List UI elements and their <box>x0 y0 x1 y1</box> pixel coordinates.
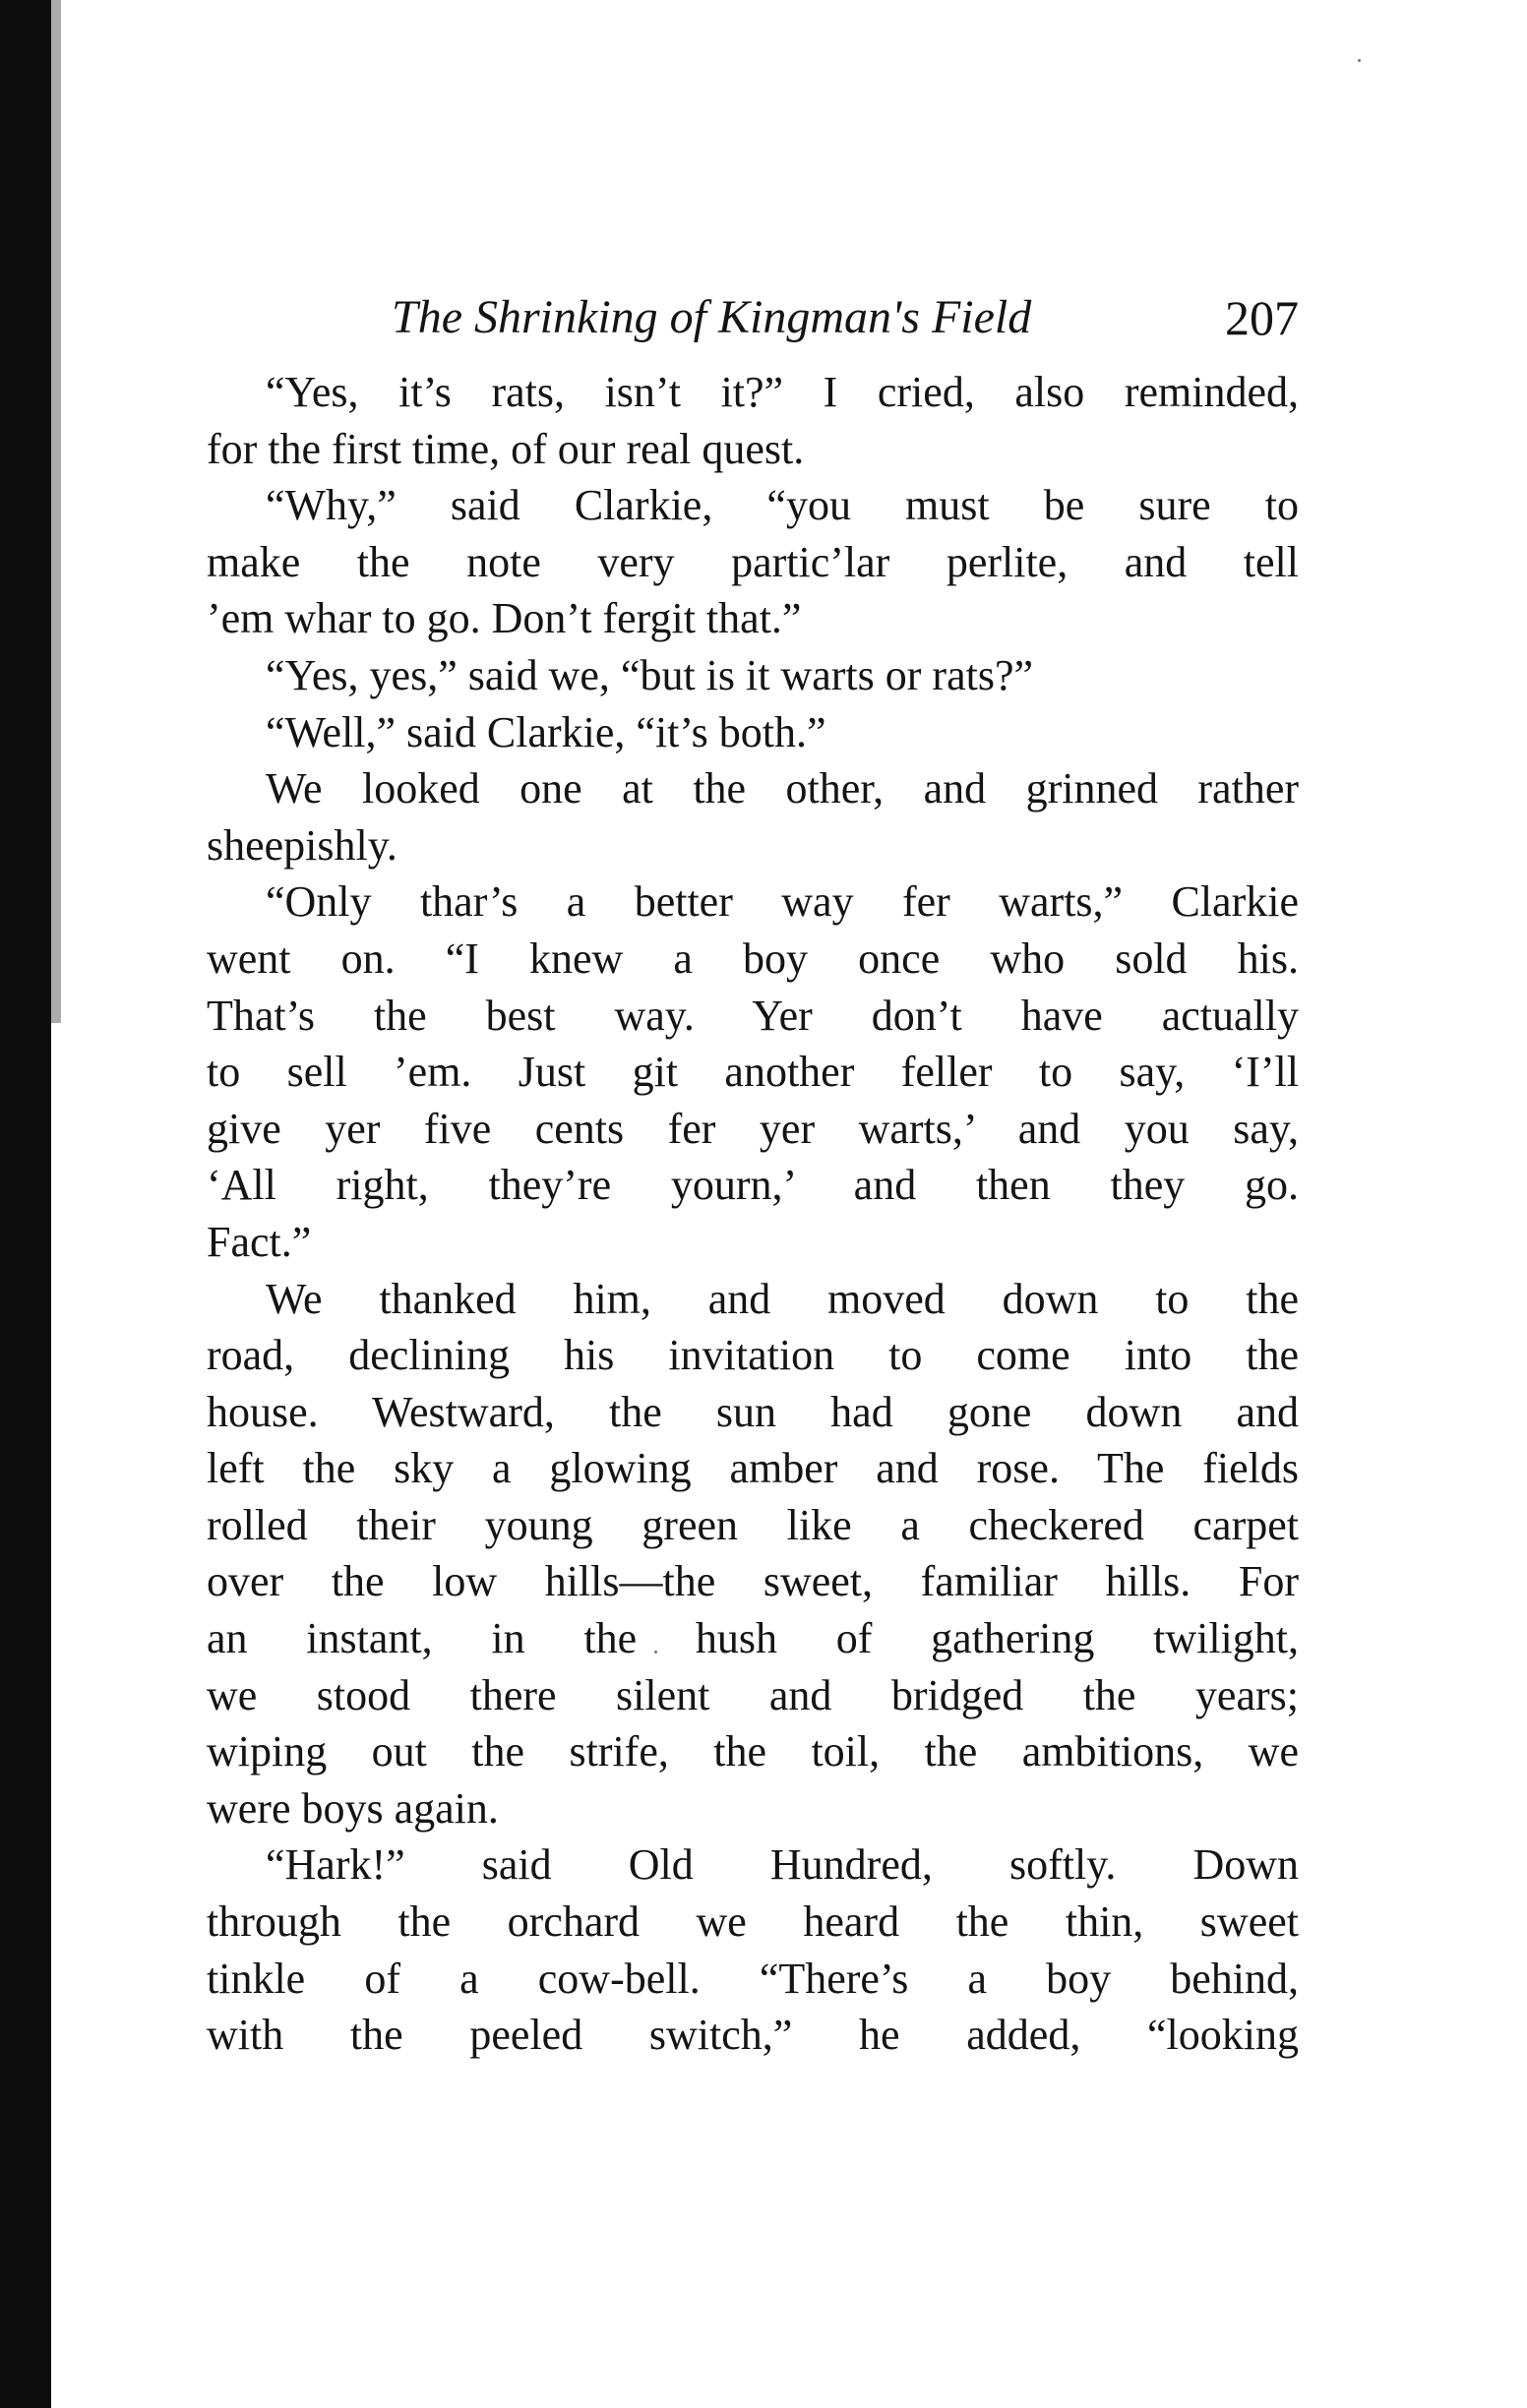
binding-edge-shadow <box>51 0 61 1023</box>
paragraph <box>207 760 1299 873</box>
text-line: We thanked him, and moved down to the <box>266 1274 1299 1323</box>
text-line: over the low hills—the sweet, familiar hills. For <box>207 1557 1299 1606</box>
paragraph <box>207 1836 1299 2063</box>
text-line: That’s the best way. Yer don’t have actually <box>207 991 1299 1040</box>
text-line: road, declining his invitation to come into the <box>207 1331 1299 1380</box>
text-line: were boys again. <box>207 1783 499 1833</box>
running-header <box>207 283 1299 352</box>
text-line: sheepishly. <box>207 820 397 870</box>
text-line: ’em whar to go. Don’t fergit that.” <box>207 594 802 643</box>
text-line: give yer five cents fer yer warts,’ and you say, <box>207 1104 1299 1153</box>
paragraph <box>207 647 1299 704</box>
page-body <box>207 364 1299 2064</box>
text-line: for the first time, of our real quest. <box>207 424 805 473</box>
paragraph <box>207 364 1299 477</box>
paragraph <box>207 873 1299 1270</box>
text-line: “Well,” said Clarkie, “it’s both.” <box>266 707 826 756</box>
text-line: tinkle of a cow-bell. “There’s a boy behind, <box>207 1954 1299 2003</box>
scan-speck <box>1358 59 1361 62</box>
text-line: through the orchard we heard the thin, sweet <box>207 1897 1299 1947</box>
text-line: ‘All right, they’re yourn,’ and then they go. <box>207 1161 1299 1210</box>
text-line: “Only thar’s a better way fer warts,” Clarkie <box>266 877 1299 927</box>
text-line: make the note very partic’lar perlite, and tell <box>207 537 1299 586</box>
text-line: Fact.” <box>207 1217 312 1266</box>
text-line: we stood there silent and bridged the years; <box>207 1670 1299 1719</box>
text-line: to sell ’em. Just git another feller to say, ‘I’ll <box>207 1048 1299 1097</box>
paragraph <box>207 477 1299 647</box>
page-number: 207 <box>1225 290 1299 345</box>
binding-edge <box>0 0 51 2408</box>
text-line: rolled their young green like a checkered carpet <box>207 1500 1299 1549</box>
text-line: “Why,” said Clarkie, “you must be sure to <box>266 481 1299 530</box>
paragraph <box>207 704 1299 761</box>
text-line: “Yes, it’s rats, isn’t it?” I cried, also reminded, <box>266 368 1299 416</box>
text-line: “Hark!” said Old Hundred, softly. Down <box>266 1840 1299 1890</box>
text-line: wiping out the strife, the toil, the ambitions, we <box>207 1727 1299 1776</box>
running-title: The Shrinking of Kingman's Field <box>392 291 1032 343</box>
text-line: left the sky a glowing amber and rose. The fields <box>207 1444 1299 1493</box>
text-line: We looked one at the other, and grinned rather <box>266 764 1299 813</box>
text-line: house. Westward, the sun had gone down and <box>207 1387 1299 1436</box>
text-line: “Yes, yes,” said we, “but is it warts or rats?” <box>266 650 1034 699</box>
text-line: went on. “I knew a boy once who sold his. <box>207 933 1299 983</box>
text-line: an instant, in the hush of gathering twilight, <box>207 1614 1299 1663</box>
paragraph <box>207 1271 1299 1837</box>
text-line: with the peeled switch,” he added, “looking <box>207 2011 1299 2060</box>
